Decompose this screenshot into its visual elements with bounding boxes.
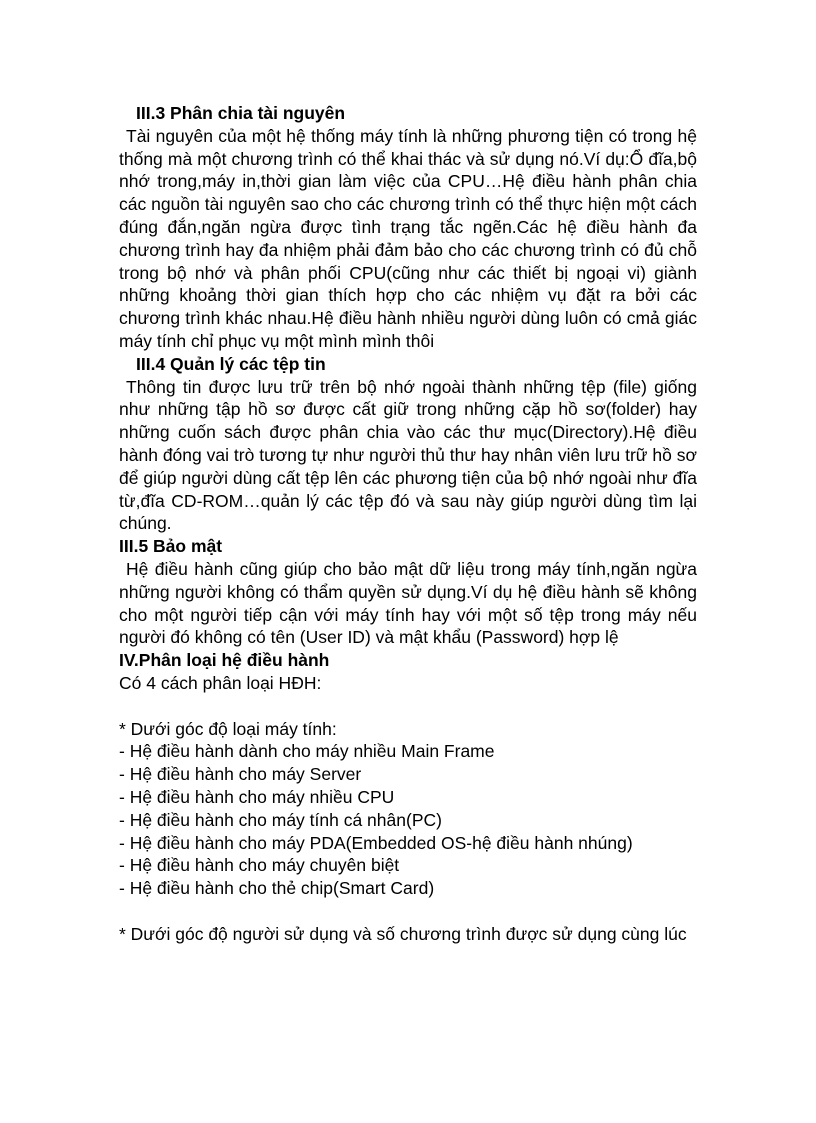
list-item: - Hệ điều hành cho máy tính cá nhân(PC) <box>119 809 442 830</box>
group-title-users-programs: * Dưới góc độ người sử dụng và số chương trình được sử dụng cùng lúc <box>119 923 687 944</box>
chapter-heading-os-classification: IV.Phân loại hệ điều hành <box>119 650 330 671</box>
list-item: - Hệ điều hành cho máy Server <box>119 764 362 785</box>
section-body-security: Hệ điều hành cũng giúp cho bảo mật dữ liệu trong máy tính,ngăn ngừa những người không có thẩm quyền sử dụng.Ví dụ hệ điều hành sẽ không cho một người tiếp cận với máy tính hay với một số tệp trong máy nếu người đó không có tên (User ID) và mật khẩu (Password) hợp lệ <box>119 558 697 648</box>
classification-intro: Có 4 cách phân loại HĐH: <box>119 672 322 693</box>
list-item: - Hệ điều hành cho thẻ chip(Smart Card) <box>119 878 435 899</box>
section-heading-security: III.5 Bảo mật <box>119 536 223 557</box>
spacer <box>119 695 697 718</box>
spacer <box>119 900 697 923</box>
section-heading-file-management: III.4 Quản lý các tệp tin <box>136 353 326 374</box>
list-item: - Hệ điều hành cho máy PDA(Embedded OS-hệ điều hành nhúng) <box>119 832 633 853</box>
document-page <box>119 102 697 945</box>
list-item: - Hệ điều hành dành cho máy nhiều Main Frame <box>119 741 495 762</box>
group-title-machine-type: * Dưới góc độ loại máy tính: <box>119 718 337 739</box>
section-heading-resource-allocation: III.3 Phân chia tài nguyên <box>136 103 346 123</box>
list-item: - Hệ điều hành cho máy nhiều CPU <box>119 786 395 807</box>
section-body-file-management: Thông tin được lưu trữ trên bộ nhớ ngoài thành những tệp (file) giống như những tập hồ sơ được cất giữ trong những cặp hồ sơ(folder) hay những cuốn sách được phân chia vào các thư mục(Directory).Hệ điều hành đóng vai trò tương tự như người thủ thư hay nhân viên lưu trữ hồ sơ để giúp người dùng cất tệp lên các phương tiện của bộ nhớ ngoài như đĩa từ,đĩa CD-ROM…quản lý các tệp đó và sau này giúp người dùng tìm lại chúng. <box>119 376 697 534</box>
list-item: - Hệ điều hành cho máy chuyên biệt <box>119 855 400 876</box>
section-body-resource-allocation: Tài nguyên của một hệ thống máy tính là những phương tiện có trong hệ thống mà một chương trình có thể khai thác và sử dụng nó.Ví dụ:Ổ đĩa,bộ nhớ trong,máy in,thời gian làm việc của CPU…Hệ điều hành phân chia các nguồn tài nguyên sao cho các chương trình có thể thực hiện một cách đúng đắn,ngăn ngừa được tình trạng tắc ngẽn.Các hệ điều hành đa chương trình hay đa nhiệm phải đảm bảo cho các chương trình có đủ chỗ trong bộ nhớ và phân phối CPU(cũng như các thiết bị ngoại vi) giành những khoảng thời gian thích hợp cho các nhiệm vụ đặt ra bởi các chương trình khác nhau.Hệ điều hành nhiều người dùng luôn có cmả giác máy tính chỉ phục vụ một mình mình thôi <box>119 125 697 351</box>
